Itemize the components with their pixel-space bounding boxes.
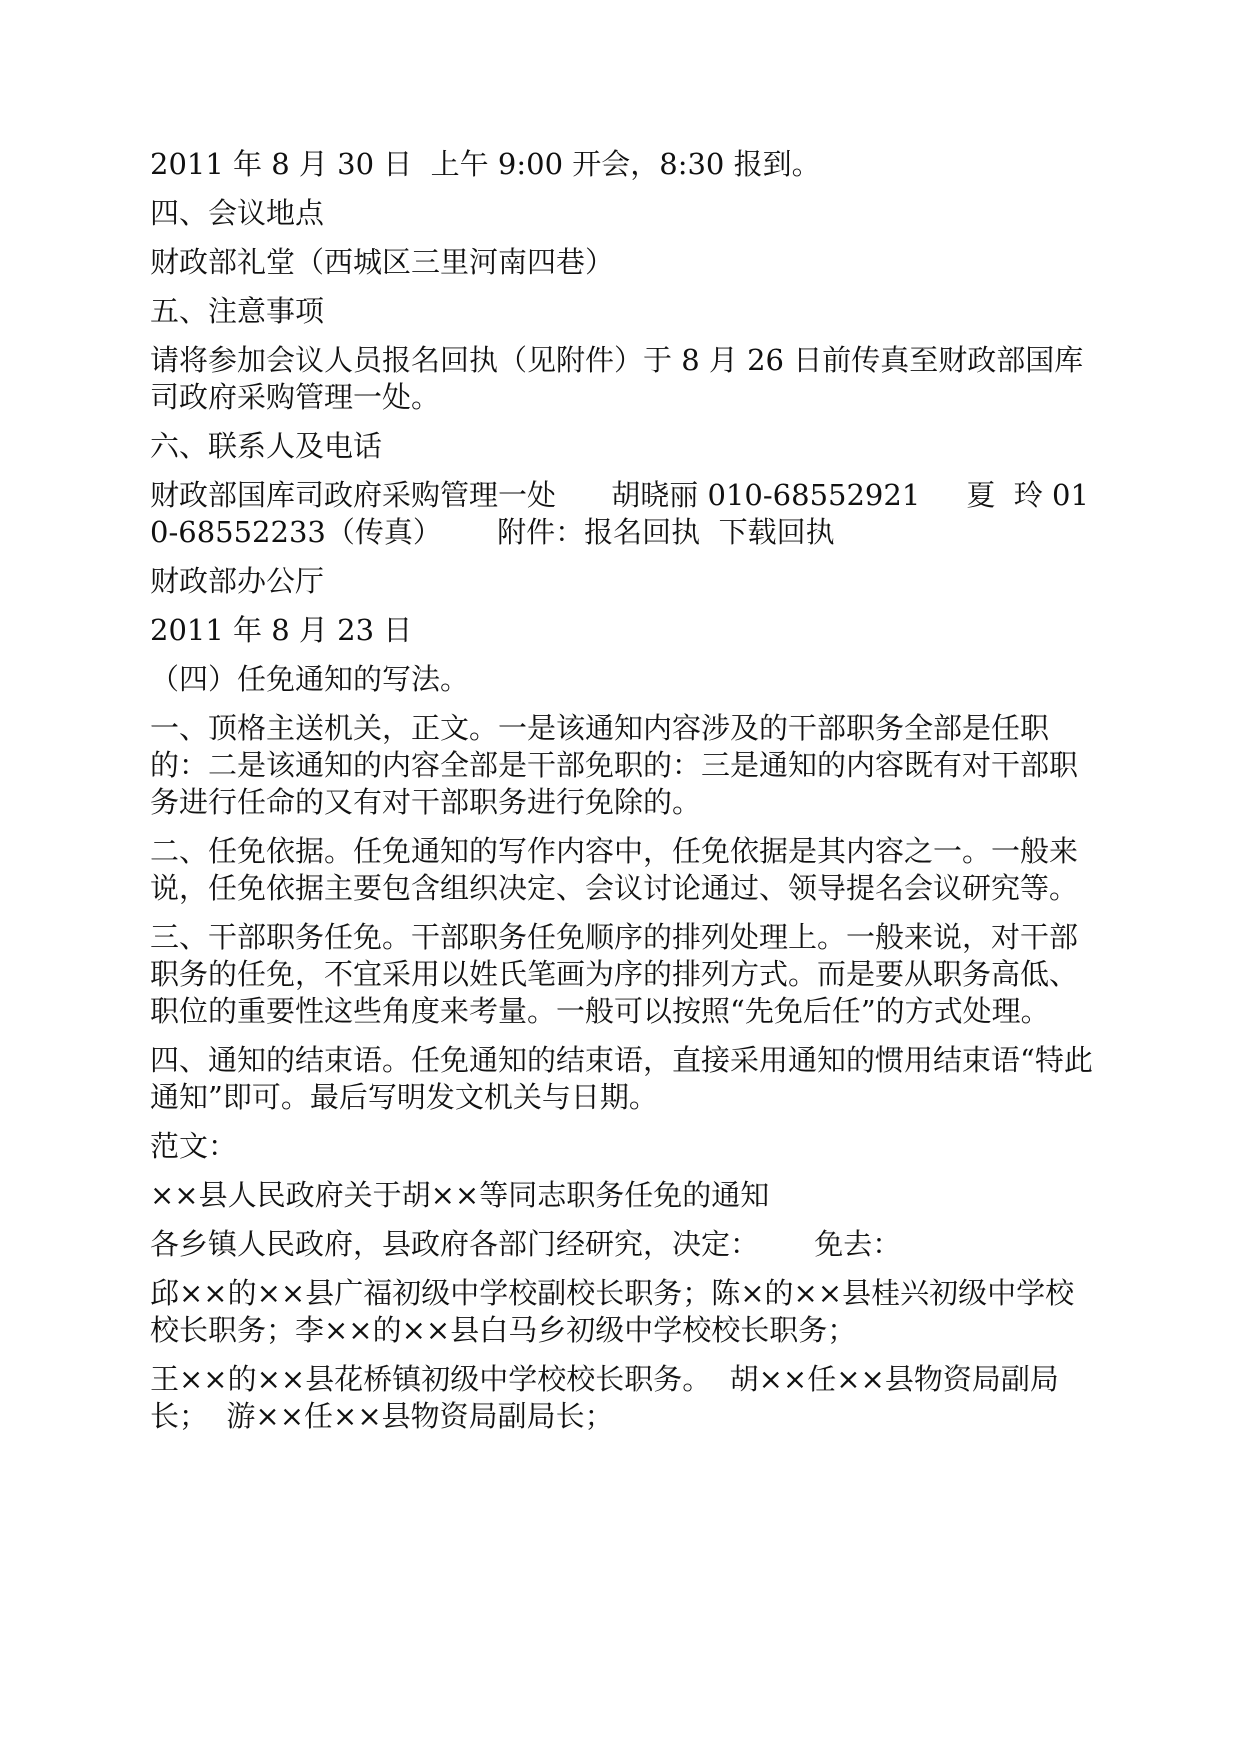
notes-text: 请将参加会议人员报名回执（见附件）于 8 月 26 日前传真至财政部国库司政府采购管理一处。 [150, 343, 1084, 414]
contacts-text: 财政部国库司政府采购管理一处 胡晓丽 010-68552921 夏 玲 010-68552233（传真） 附件：报名回执 下载回执 [150, 478, 1089, 549]
issuing-office: 财政部办公厅 [150, 564, 325, 598]
sample-label: 范文： [150, 1129, 238, 1163]
point-one: 一、顶格主送机关，正文。一是该通知内容涉及的干部职务全部是任职的：二是该通知的内容全部是干部免职的：三是通知的内容既有对干部职务进行任命的又有对干部职务进行免除的。 [150, 711, 1079, 819]
subsection-heading: （四）任免通知的写法。 [150, 662, 470, 696]
issue-date: 2011 年 8 月 23 日 [150, 613, 413, 647]
section-heading-venue: 四、会议地点 [150, 196, 325, 230]
sample-salutation: 各乡镇人民政府，县政府各部门经研究，决定： 免去： [150, 1227, 902, 1261]
sample-removals: 邱××的××县广福初级中学校副校长职务；陈×的××县桂兴初级中学校校长职务；李××的××县白马乡初级中学校校长职务； [150, 1276, 1075, 1347]
sample-appointments: 王××的××县花桥镇初级中学校校长职务。 胡××任××县物资局副局长； 游××任××县物资局副局长； [150, 1362, 1059, 1433]
section-heading-contacts: 六、联系人及电话 [150, 429, 383, 463]
document-body [150, 146, 1100, 1447]
section-heading-notes: 五、注意事项 [150, 294, 325, 328]
point-two: 二、任免依据。任免通知的写作内容中，任免依据是其内容之一。一般来说，任免依据主要包含组织决定、会议讨论通过、领导提名会议研究等。 [150, 834, 1079, 905]
meeting-time-line: 2011 年 8 月 30 日 上午 9:00 开会，8:30 报到。 [150, 147, 821, 181]
point-four: 四、通知的结束语。任免通知的结束语，直接采用通知的惯用结束语“特此通知”即可。最后写明发文机关与日期。 [150, 1043, 1093, 1114]
venue-text: 财政部礼堂（西城区三里河南四巷） [150, 245, 615, 279]
sample-title: ××县人民政府关于胡××等同志职务任免的通知 [150, 1178, 770, 1212]
point-three: 三、干部职务任免。干部职务任免顺序的排列处理上。一般来说，对干部职务的任免，不宜采用以姓氏笔画为序的排列方式。而是要从职务高低、职位的重要性这些角度来考量。一般可以按照“先免后任”的方式处理。 [150, 920, 1079, 1028]
